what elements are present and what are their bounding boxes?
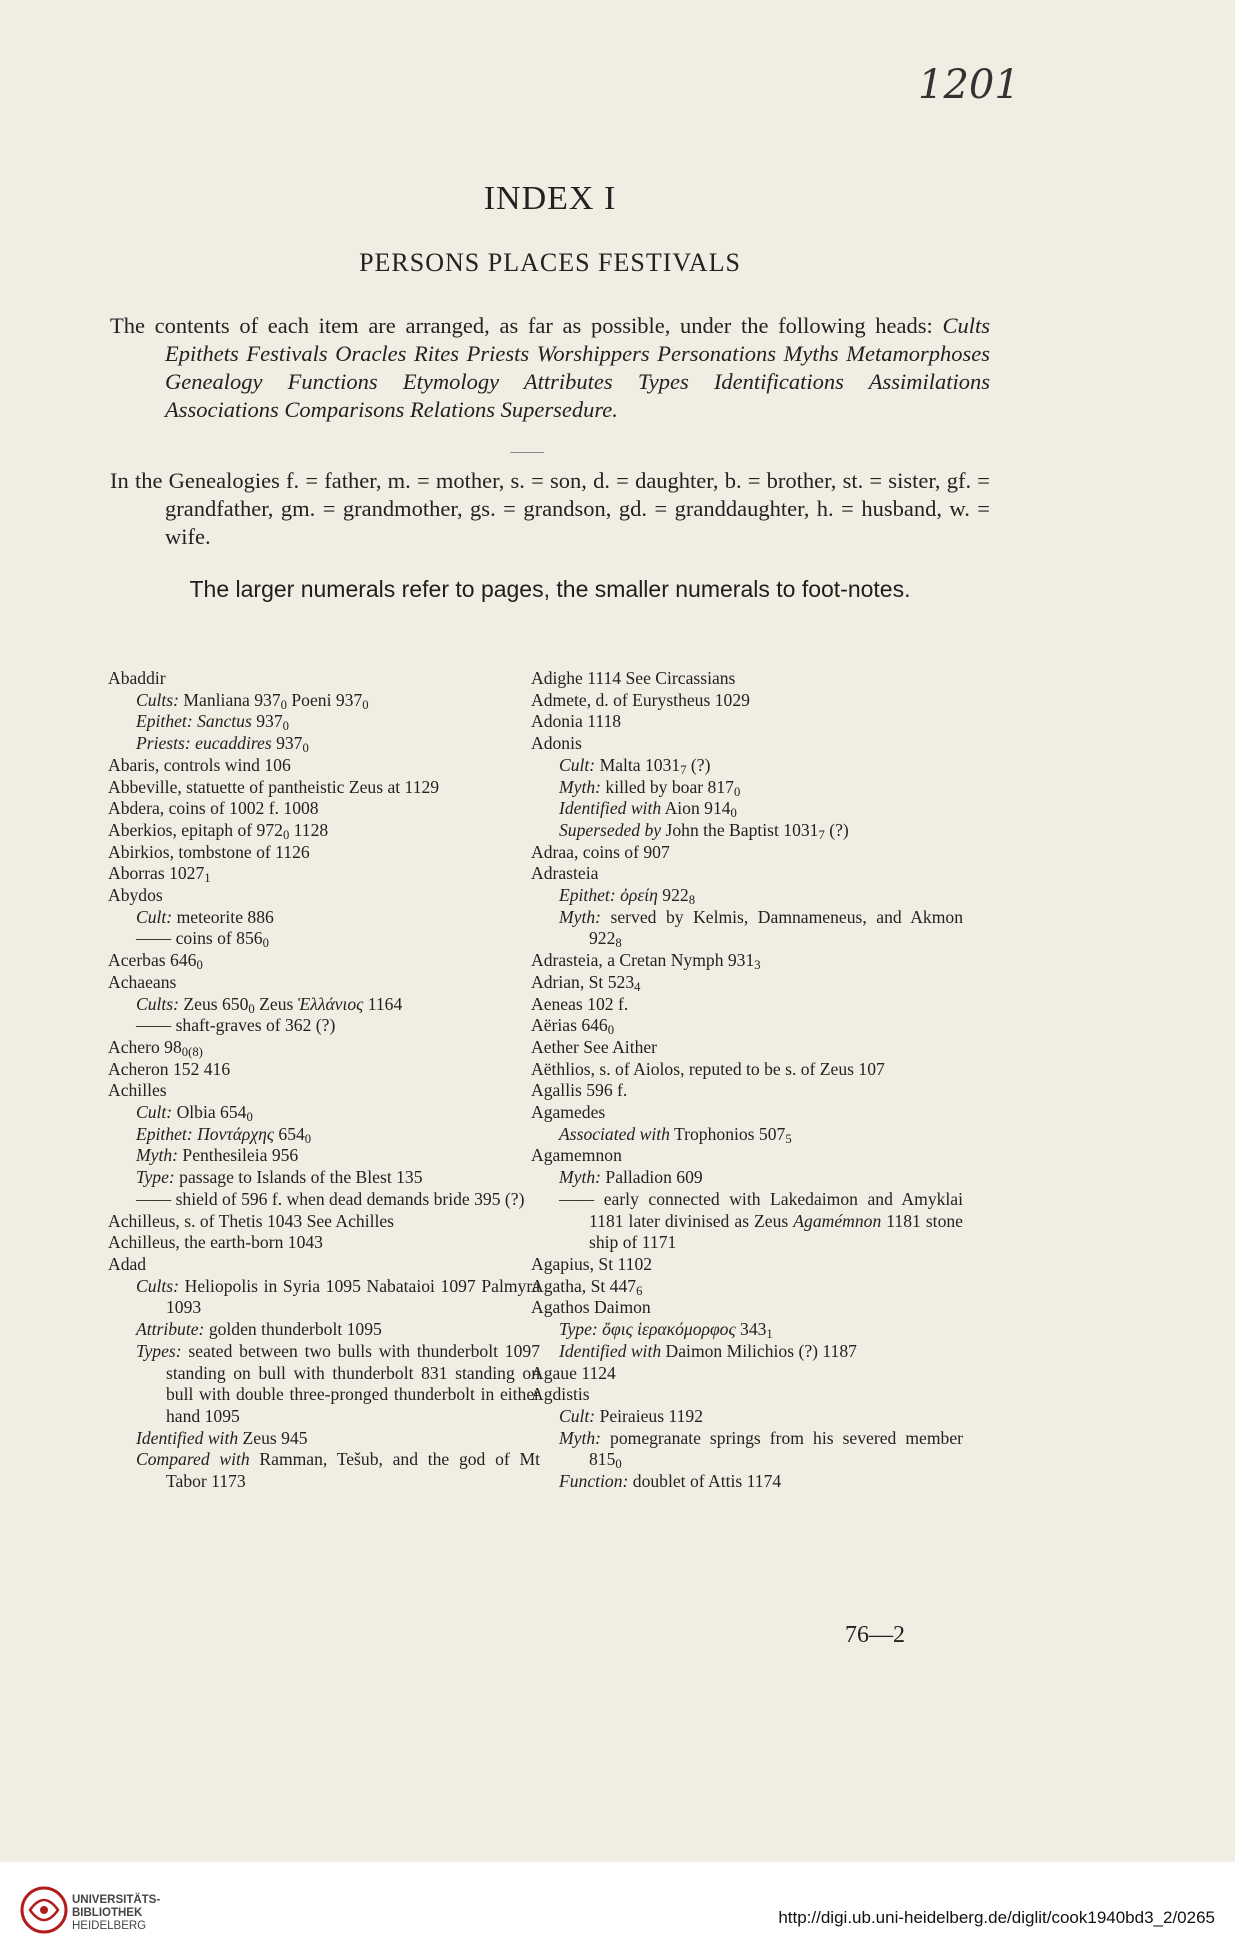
index-text: Adonis	[531, 733, 582, 754]
index-text: Admete, d. of Eurystheus 1029	[531, 689, 750, 710]
index-subentry	[531, 1406, 963, 1428]
library-name-line2: BIBLIOTHEK	[72, 1907, 143, 1919]
index-text: Agathos Daimon	[531, 1297, 651, 1318]
index-text: Daimon Milichios (?) 1187	[661, 1340, 857, 1361]
index-text: Abaris, controls wind 106	[108, 754, 291, 775]
index-text: Agaue 1124	[531, 1362, 616, 1383]
index-text: Poeni 937	[286, 689, 363, 710]
index-text: Type:	[136, 1167, 175, 1188]
index-text: Cult:	[136, 906, 173, 927]
index-subentry	[531, 755, 963, 777]
index-text: 937	[271, 733, 303, 754]
index-text: 8	[688, 893, 696, 908]
index-entry	[108, 1037, 540, 1059]
index-text: pomegranate springs from his severed member 815	[589, 1427, 963, 1470]
index-text: Achilles	[108, 1080, 167, 1101]
index-text: Sanctus	[197, 711, 252, 732]
index-entry	[108, 885, 540, 907]
index-text: Identified with	[559, 798, 662, 819]
index-text: 1164	[363, 993, 403, 1014]
index-text: 6	[636, 1283, 643, 1298]
library-name-line3: HEIDELBERG	[72, 1920, 147, 1932]
index-text: 8	[615, 936, 622, 951]
index-subentry	[531, 1319, 963, 1341]
index-text: Compared with	[136, 1449, 250, 1470]
index-text: Heliopolis in Syria 1095 Nabataioi 1097 Palmyra 1093	[166, 1275, 540, 1318]
index-entry	[531, 950, 963, 972]
library-name	[72, 1894, 160, 1933]
index-text: meteorite 886	[172, 906, 274, 927]
index-subentry	[108, 1167, 540, 1189]
index-text: —— shaft-graves of 362 (?)	[136, 1015, 336, 1036]
index-text: Cult:	[136, 1102, 173, 1123]
index-entry	[531, 1015, 963, 1037]
index-text: Aëthlios, s. of Aiolos, reputed to be s. of Zeus 107	[531, 1058, 885, 1079]
index-text: 0	[615, 1457, 622, 1472]
intro-lead: The contents of each item are arranged, as far as possible, under the following heads:	[110, 313, 943, 338]
index-entry	[108, 1211, 540, 1233]
index-text: Cults:	[136, 1275, 180, 1296]
index-entry	[531, 1254, 963, 1276]
index-entry	[531, 972, 963, 994]
index-text: Cult:	[559, 754, 596, 775]
index-text: Agamémnon	[793, 1210, 882, 1231]
index-text: Ramman, Tešub, and the god of Mt Tabor 1173	[166, 1449, 540, 1492]
index-text: 1	[204, 871, 211, 886]
index-subentry	[531, 820, 963, 842]
index-text: Adrasteia	[531, 863, 599, 884]
index-entry	[108, 842, 540, 864]
genealogy-abbreviations	[110, 467, 990, 551]
index-text: 0	[196, 958, 203, 973]
index-entry	[531, 1037, 963, 1059]
index-text: Trophonios 507	[669, 1123, 786, 1144]
index-text: Aberkios, epitaph of 972	[108, 819, 283, 840]
index-text: Myth:	[136, 1145, 179, 1166]
index-text: 0	[607, 1023, 615, 1038]
index-entry	[108, 1254, 540, 1276]
index-text: 937	[251, 711, 283, 732]
index-text: 3	[754, 958, 761, 973]
index-text: Abdera, coins of 1002 f. 1008	[108, 798, 319, 819]
index-text: Ἑλλάνιος	[297, 993, 364, 1014]
index-subentry	[531, 1167, 963, 1189]
index-column-right	[531, 668, 963, 1493]
index-text: Cult:	[559, 1405, 596, 1426]
index-subentry	[531, 1341, 963, 1363]
index-text: 7	[680, 762, 687, 777]
index-subentry	[108, 1276, 540, 1319]
index-text: Peiraieus 1192	[595, 1405, 703, 1426]
index-text: Aion 914	[661, 798, 731, 819]
index-text: 0	[262, 936, 269, 951]
index-subentry	[531, 907, 963, 950]
index-entry	[531, 1145, 963, 1167]
index-text: Function:	[559, 1471, 629, 1492]
index-text: Adrasteia, a Cretan Nymph 931	[531, 950, 755, 971]
index-text: 0	[362, 697, 369, 712]
index-text: 0	[248, 1001, 255, 1016]
index-subentry	[531, 777, 963, 799]
index-text: Agatha, St 447	[531, 1275, 637, 1296]
index-entry	[108, 777, 540, 799]
page-subtitle: PERSONS PLACES FESTIVALS	[359, 248, 741, 277]
index-text: 343	[735, 1319, 767, 1340]
index-entry	[531, 733, 963, 755]
index-text: Epithet:	[136, 711, 193, 732]
index-entry	[108, 820, 540, 842]
index-text: Achero 98	[108, 1036, 182, 1057]
index-text: Abaddir	[108, 668, 166, 688]
index-entry	[531, 1297, 963, 1319]
index-entry	[108, 798, 540, 820]
index-text: Adad	[108, 1253, 147, 1274]
source-url-link[interactable]: http://digi.ub.uni-heidelberg.de/diglit/cook1940bd3_2/0265	[778, 1908, 1215, 1927]
index-text: 0	[282, 719, 289, 734]
index-entry	[108, 863, 540, 885]
library-logo-icon	[16, 1882, 72, 1938]
index-text: 1128	[289, 819, 329, 840]
genealogy-text: In the Genealogies f. = father, m. = mother, s. = son, d. = daughter, b. = brother, st. = sister, gf. = grandfather, gm. = grandmother, gs. = grandson, gd. = granddaughter, h. = husband, w. = wife.	[110, 468, 990, 549]
index-entry	[531, 668, 963, 690]
index-entry	[531, 863, 963, 885]
index-subentry	[531, 1428, 963, 1471]
index-text: Myth:	[559, 1167, 602, 1188]
index-text: John the Baptist 1031	[661, 819, 819, 840]
index-subentry	[108, 1145, 540, 1167]
index-entry	[531, 1276, 963, 1298]
index-subentry	[108, 1124, 540, 1146]
index-text: Abbeville, statuette of pantheistic Zeus at 1129	[108, 776, 440, 797]
index-entry	[108, 972, 540, 994]
index-text: 0	[282, 828, 290, 843]
footer	[0, 1862, 1235, 1960]
index-text: Zeus 945	[238, 1427, 308, 1448]
index-text: Zeus 650	[179, 993, 249, 1014]
index-text: Agallis 596 f.	[531, 1080, 628, 1101]
index-text: Myth:	[559, 776, 602, 797]
page-number: 76—2	[845, 1622, 905, 1648]
index-text: —— shield of 596 f. when dead demands bride 395 (?)	[136, 1188, 525, 1209]
numerals-note: The larger numerals refer to pages, the smaller numerals to foot-notes.	[189, 576, 911, 602]
index-column-left	[108, 668, 540, 1493]
index-subentry	[531, 1471, 963, 1493]
index-text: Agapius, St 1102	[531, 1253, 653, 1274]
index-text: 0	[246, 1110, 253, 1125]
index-text: Abirkios, tombstone of 1126	[108, 841, 310, 862]
index-text: Ποντάρχης	[197, 1123, 274, 1144]
index-text: 0	[733, 784, 741, 799]
index-text: 0	[304, 1131, 312, 1146]
index-text: eucaddires	[195, 733, 272, 754]
index-text: 1181 stone ship of 1171	[589, 1210, 963, 1253]
index-text: 5	[785, 1131, 792, 1146]
index-entry	[531, 1080, 963, 1102]
index-text: Achilleus, the earth-born 1043	[108, 1232, 323, 1253]
index-text: (?)	[686, 754, 711, 775]
index-text: Adighe 1114 See Circassians	[531, 668, 736, 688]
index-text: 0	[730, 806, 737, 821]
index-subentry	[108, 1319, 540, 1341]
index-text: passage to Islands of the Blest 135	[174, 1167, 423, 1188]
index-subentry	[531, 798, 963, 820]
divider	[510, 452, 544, 453]
index-text: Myth:	[559, 1427, 602, 1448]
index-entry	[531, 1059, 963, 1081]
index-text: Achaeans	[108, 971, 177, 992]
index-entry	[531, 1102, 963, 1124]
index-text: Adonia 1118	[531, 711, 622, 732]
index-text: Adraa, coins of 907	[531, 841, 670, 862]
index-subentry	[531, 1124, 963, 1146]
index-text: Penthesileia 956	[178, 1145, 299, 1166]
index-text: Aether See Aither	[531, 1036, 658, 1057]
index-text: 922	[657, 885, 689, 906]
index-text: Identified with	[559, 1340, 662, 1361]
index-text: Aborras 1027	[108, 863, 205, 884]
index-text: Cults:	[136, 993, 180, 1014]
index-text: Attribute:	[136, 1319, 205, 1340]
handwritten-note: 1201	[918, 62, 1020, 108]
index-subentry	[531, 885, 963, 907]
index-subentry	[108, 1449, 540, 1492]
index-text: Zeus	[254, 993, 298, 1014]
index-text: Palladion 609	[601, 1167, 703, 1188]
index-entry	[108, 1080, 540, 1102]
index-text: Superseded by	[559, 819, 662, 840]
index-text: golden thunderbolt 1095	[204, 1319, 382, 1340]
page-title: INDEX I	[483, 180, 617, 217]
index-subentry	[108, 733, 540, 755]
index-subentry	[108, 711, 540, 733]
index-text: —— coins of 856	[136, 928, 263, 949]
index-subentry	[108, 1428, 540, 1450]
index-text: Agamemnon	[531, 1145, 622, 1166]
index-text: Agdistis	[531, 1384, 590, 1405]
index-text: 7	[818, 828, 825, 843]
index-text: Aërias 646	[531, 1015, 608, 1036]
index-text: doublet of Attis 1174	[628, 1471, 782, 1492]
index-text: 4	[634, 980, 641, 994]
index-entry	[108, 1232, 540, 1254]
index-subentry	[108, 1341, 540, 1428]
intro-paragraph	[110, 312, 990, 424]
index-text: Associated with	[559, 1123, 670, 1144]
index-text: Aeneas 102 f.	[531, 993, 629, 1014]
index-text: Abydos	[108, 885, 163, 906]
index-text: Olbia 654	[172, 1102, 247, 1123]
index-text: ὄφις ἱερακόμορφος	[602, 1319, 736, 1340]
index-text: 0	[302, 741, 309, 756]
index-text: Acheron 152 416	[108, 1058, 231, 1079]
index-subentry	[108, 1102, 540, 1124]
index-entry	[108, 668, 540, 690]
index-entry	[531, 711, 963, 733]
index-text: Agamedes	[531, 1102, 606, 1123]
library-name-line1: UNIVERSITÄTS-	[72, 1894, 161, 1906]
index-text: Achilleus, s. of Thetis 1043 See Achilles	[108, 1210, 395, 1231]
index-text: 0	[280, 697, 287, 712]
index-text: Priests:	[136, 733, 191, 754]
index-entry	[531, 842, 963, 864]
intro-heads: Cults Epithets Festivals Oracles Rites Priests Worshippers Personations Myths Metamorphoses Genealogy Functions Etymology Attributes Types Identifications Assimilations Associations Comparisons Relations Supersedure.	[165, 313, 990, 422]
index-entry	[108, 755, 540, 777]
index-entry	[531, 1363, 963, 1385]
index-text: served by Kelmis, Damnameneus, and Akmon 922	[589, 906, 963, 949]
index-subentry	[108, 907, 540, 929]
index-text: —— early connected with Lakedaimon and Amyklai 1181 later divinised as Zeus	[559, 1188, 963, 1231]
index-text: 654	[274, 1123, 305, 1144]
index-text: Adrian, St 523	[531, 971, 635, 992]
index-subentry	[108, 928, 540, 950]
index-subentry	[531, 1189, 963, 1254]
index-text: 1	[766, 1327, 773, 1342]
index-text: 0(8)	[181, 1045, 203, 1060]
index-text: Type:	[559, 1319, 598, 1340]
index-text: killed by boar 817	[601, 776, 734, 797]
index-text: (?)	[824, 819, 849, 840]
index-subentry	[108, 1189, 540, 1211]
index-text: Identified with	[136, 1427, 239, 1448]
index-text: ὀρείη	[620, 885, 658, 906]
index-subentry	[108, 690, 540, 712]
index-entry	[531, 1384, 963, 1406]
index-text: Epithet:	[136, 1123, 193, 1144]
index-text: Manliana 937	[179, 689, 281, 710]
index-text: Types:	[136, 1340, 182, 1361]
index-text: Malta 1031	[595, 754, 681, 775]
index-text: seated between two bulls with thunderbolt 1097 standing on bull with thunderbolt 831 standing on bull with double three-pronged thunderbolt in either hand 1095	[166, 1340, 540, 1426]
index-subentry	[108, 994, 540, 1016]
index-entry	[531, 994, 963, 1016]
index-text: Acerbas 646	[108, 950, 197, 971]
index-subentry	[108, 1015, 540, 1037]
index-entry	[108, 950, 540, 972]
index-entry	[531, 690, 963, 712]
index-entry	[108, 1059, 540, 1081]
index-text: Myth:	[559, 906, 602, 927]
index-text: Cults:	[136, 689, 180, 710]
index-text: Epithet:	[559, 885, 616, 906]
